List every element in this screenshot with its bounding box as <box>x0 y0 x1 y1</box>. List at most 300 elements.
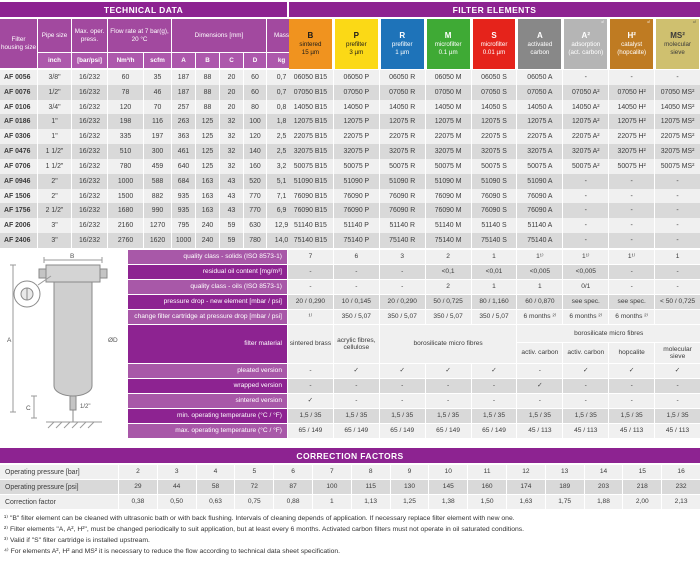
spec-value: 350 / 5,07 <box>472 310 517 324</box>
correction-value: 2,00 <box>623 495 661 509</box>
cell-element-code: - <box>609 203 654 218</box>
correction-value: 15 <box>623 465 661 479</box>
cell-element-code: 76090 A <box>517 203 562 218</box>
correction-value: 174 <box>507 480 545 494</box>
cell-element-code: 75140 R <box>380 233 425 248</box>
cell-element-code: - <box>563 233 608 248</box>
dim-d-label: ØD <box>108 337 118 344</box>
dim-a-label: A <box>7 337 12 344</box>
cell-housing-size: AF 0306 <box>0 129 37 144</box>
filter-element-header-R <box>381 19 424 69</box>
cell-tech-value: 32 <box>220 159 243 174</box>
cell-tech-value: 43 <box>220 189 243 204</box>
spec-value: 10 / 0,145 <box>334 295 379 309</box>
spec-row-label: sintered version <box>128 394 287 408</box>
cell-element-code: 75140 P <box>334 233 379 248</box>
footnote-text: For elements A², H² and MS² it is necessary to reduce the flow according to technical data sheet specification. <box>10 547 341 555</box>
cell-tech-value: 16/232 <box>72 218 107 233</box>
cell-element-code: 06050 P <box>334 70 379 85</box>
cell-tech-value: 2" <box>38 189 71 204</box>
cell-housing-size: AF 2006 <box>0 218 37 233</box>
cell-element-code: 50075 A <box>517 159 562 174</box>
spec-value: - <box>380 394 425 408</box>
subheader-barpsi: [bar/psi] <box>72 53 107 68</box>
cell-tech-value: 35 <box>144 70 171 85</box>
cell-tech-value: 588 <box>144 174 171 189</box>
cell-tech-value: 6,9 <box>267 203 296 218</box>
spec-value: 1,5 / 35 <box>563 409 608 423</box>
correction-value: 4 <box>197 465 235 479</box>
spec-value: 45 / 113 <box>609 424 654 438</box>
filter-element-letter: S <box>491 31 497 41</box>
cell-element-code: 50075 A² <box>563 159 608 174</box>
cell-tech-value: 520 <box>244 174 266 189</box>
cell-tech-value: 140 <box>244 144 266 159</box>
correction-row <box>0 480 700 494</box>
cell-tech-value: 198 <box>108 114 143 129</box>
cell-element-code: - <box>609 218 654 233</box>
cell-tech-value: 16/232 <box>72 233 107 248</box>
cell-element-code: 51090 P <box>334 174 379 189</box>
filter-element-header-P <box>335 19 378 69</box>
spec-value: 65 / 149 <box>334 424 379 438</box>
footnote-marker: ⁴⁾ <box>600 20 605 26</box>
correction-factors-banner: CORRECTION FACTORS <box>0 448 700 463</box>
correction-value: 12 <box>507 465 545 479</box>
filter-element-letter: M <box>444 31 452 41</box>
subheader-dim-a: A <box>172 53 195 68</box>
spec-value: 1 <box>655 250 700 264</box>
cell-element-code: 07050 B15 <box>288 85 333 100</box>
material-sub-value: activ. carbon <box>517 343 562 363</box>
footnote-marker: ⁴⁾ <box>692 20 696 26</box>
spec-row <box>128 280 700 294</box>
filter-element-desc: activated <box>527 41 553 49</box>
spec-row <box>128 310 700 324</box>
cell-element-code: - <box>655 189 700 204</box>
correction-value: 232 <box>662 480 700 494</box>
cell-tech-value: 1" <box>38 114 71 129</box>
spec-value: - <box>334 280 379 294</box>
cell-element-code: 14050 B15 <box>288 100 333 115</box>
cell-element-code: 32075 B15 <box>288 144 333 159</box>
spec-value: 6 months ²⁾ <box>609 310 654 324</box>
cell-tech-value: 125 <box>196 114 219 129</box>
footnote-line <box>4 515 696 523</box>
material-right-bottom <box>517 343 700 363</box>
spec-row-label: wrapped version <box>128 379 287 393</box>
cell-tech-value: 46 <box>144 85 171 100</box>
cell-tech-value: 257 <box>172 100 195 115</box>
filter-element-letter: MS² <box>670 31 685 41</box>
cell-element-code: 51140 A <box>517 218 562 233</box>
cell-element-code: - <box>609 174 654 189</box>
cell-tech-value: 1 1/2" <box>38 159 71 174</box>
cell-tech-value: 461 <box>172 144 195 159</box>
spec-value: see spec. <box>609 295 654 309</box>
col-header-flow: Flow rate at 7 bar(g), 20 °C <box>108 19 171 52</box>
cell-element-code: 14050 MS² <box>655 100 700 115</box>
spec-value: ✓ <box>563 364 608 378</box>
cell-element-code: 50075 R <box>380 159 425 174</box>
col-header-pipe: Pipe size <box>38 19 71 52</box>
cell-tech-value: 684 <box>172 174 195 189</box>
cell-tech-value: 1620 <box>144 233 171 248</box>
cell-tech-value: 2 1/2" <box>38 203 71 218</box>
correction-value: 1,25 <box>391 495 429 509</box>
cell-element-code: 07050 M <box>426 85 471 100</box>
cell-tech-value: 14,0 <box>267 233 296 248</box>
footnote-text: Filter elements "A, A², H²", must be changed periodically to suit application, but at least every 6 months. Activated carbon filters must not operate in oil saturated conditions. <box>9 525 525 533</box>
cell-element-code: 22075 R <box>380 129 425 144</box>
correction-value: 0,38 <box>119 495 157 509</box>
cell-element-code: 32075 P <box>334 144 379 159</box>
spec-value: 1,5 / 35 <box>472 409 517 423</box>
cell-tech-value: 300 <box>144 144 171 159</box>
cell-element-code: 12075 MS² <box>655 114 700 129</box>
cell-tech-value: 1,8 <box>267 114 296 129</box>
filter-element-letter: H² <box>627 31 636 41</box>
material-sub-value: activ. carbon <box>563 343 608 363</box>
spec-value: 2 <box>426 280 471 294</box>
spec-value: 45 / 113 <box>563 424 608 438</box>
filter-element-desc: microfilter <box>480 41 508 49</box>
spec-value: - <box>609 394 654 408</box>
cell-element-code: - <box>655 233 700 248</box>
correction-value: 0,88 <box>274 495 312 509</box>
correction-row <box>0 465 700 479</box>
spec-value: 45 / 113 <box>517 424 562 438</box>
cell-element-code: 51090 A <box>517 174 562 189</box>
spec-value: - <box>426 379 471 393</box>
dim-c-label: C <box>26 405 31 412</box>
subheader-dim-d: D <box>244 53 266 68</box>
material-b: sintered brass <box>288 325 333 363</box>
cell-tech-value: 100 <box>244 114 266 129</box>
correction-factors-body <box>0 465 700 510</box>
spec-value: - <box>288 379 333 393</box>
spec-value: - <box>334 394 379 408</box>
spec-value: 20 / 0,290 <box>288 295 333 309</box>
spec-value: 1,5 / 35 <box>380 409 425 423</box>
col-header-housing: Filter housing size <box>0 19 37 68</box>
cell-element-code: 76090 P <box>334 203 379 218</box>
material-right-block <box>517 325 700 363</box>
cell-element-code: 75140 S <box>472 233 517 248</box>
spec-value: - <box>655 265 700 279</box>
spec-value: ✓ <box>334 364 379 378</box>
cell-element-code: - <box>609 70 654 85</box>
correction-value: 44 <box>158 480 196 494</box>
spec-row-label: filter material <box>128 325 287 363</box>
spec-value: 7 <box>288 250 333 264</box>
cell-tech-value: 20 <box>220 70 243 85</box>
cell-tech-value: 3" <box>38 233 71 248</box>
cell-housing-size: AF 0706 <box>0 159 37 174</box>
cell-element-code: - <box>655 218 700 233</box>
footnote-marker: ³⁾ <box>4 536 8 544</box>
footnote-marker: ²⁾ <box>4 525 8 533</box>
correction-value: 3 <box>158 465 196 479</box>
spec-row-label: pleated version <box>128 364 287 378</box>
spec-value: 80 / 1,160 <box>472 295 517 309</box>
cell-element-code: - <box>563 70 608 85</box>
cell-tech-value: 59 <box>220 233 243 248</box>
spec-value: <0,005 <box>563 265 608 279</box>
subheader-dim-c: C <box>220 53 243 68</box>
cell-element-code: - <box>563 218 608 233</box>
cell-element-code: 07050 H² <box>609 85 654 100</box>
cell-tech-value: 120 <box>108 100 143 115</box>
spec-value: 6 <box>334 250 379 264</box>
cell-tech-value: 1/2" <box>38 85 71 100</box>
cell-element-code: 12075 B15 <box>288 114 333 129</box>
material-right-top: borosilicate micro fibres <box>517 325 700 342</box>
cell-tech-value: 2" <box>38 174 71 189</box>
spec-row-label: change filter cartridge at pressure drop [mbar / psi] <box>128 310 287 324</box>
filter-element-desc: (act. carbon) <box>568 49 604 56</box>
spec-value: 1,5 / 35 <box>334 409 379 423</box>
spec-value: 1,5 / 35 <box>655 409 700 423</box>
cell-tech-value: 88 <box>196 85 219 100</box>
filter-element-header-H² <box>610 19 653 69</box>
spec-value: - <box>517 364 562 378</box>
correction-row-label: Correction factor <box>0 495 118 509</box>
cell-element-code: - <box>655 174 700 189</box>
cell-element-code: 76090 R <box>380 203 425 218</box>
spec-value: 1¹⁾ <box>609 250 654 264</box>
spec-value: - <box>563 394 608 408</box>
cell-element-code: 12075 S <box>472 114 517 129</box>
cell-tech-value: 16/232 <box>72 85 107 100</box>
col-header-dimensions: Dimensions [mm] <box>172 19 266 52</box>
cell-element-code: 22075 S <box>472 129 517 144</box>
spec-row <box>128 424 700 438</box>
cell-element-code: 51090 R <box>380 174 425 189</box>
spec-value: 65 / 149 <box>472 424 517 438</box>
spec-value: 45 / 113 <box>655 424 700 438</box>
cell-tech-value: 163 <box>196 203 219 218</box>
cell-tech-value: 795 <box>172 218 195 233</box>
cell-element-code: 76090 B15 <box>288 189 333 204</box>
spec-value: - <box>288 364 333 378</box>
cell-element-code: 76090 R <box>380 189 425 204</box>
cell-tech-value: 2160 <box>108 218 143 233</box>
correction-value: 0,75 <box>235 495 273 509</box>
cell-element-code: 51140 R <box>380 218 425 233</box>
cell-element-code: 76090 M <box>426 203 471 218</box>
cell-tech-value: 70 <box>144 100 171 115</box>
cell-element-code: 14050 P <box>334 100 379 115</box>
cell-element-code: 12075 A <box>517 114 562 129</box>
cell-element-code: 12075 H² <box>609 114 654 129</box>
cell-element-code: 50075 MS² <box>655 159 700 174</box>
filter-element-header-B <box>289 19 332 69</box>
cell-tech-value: 1 1/2" <box>38 144 71 159</box>
cell-housing-size: AF 0476 <box>0 144 37 159</box>
cell-element-code: - <box>609 189 654 204</box>
material-sub-value: hopcalite <box>609 343 654 363</box>
correction-value: 0,50 <box>158 495 196 509</box>
correction-value: 1,88 <box>585 495 623 509</box>
cell-tech-value: 16/232 <box>72 174 107 189</box>
cell-tech-value: 3/8" <box>38 70 71 85</box>
subheader-inch: inch <box>38 53 71 68</box>
spec-row <box>128 394 700 408</box>
cell-tech-value: 780 <box>244 233 266 248</box>
cell-element-code: 75140 B15 <box>288 233 333 248</box>
cell-element-code: 07050 A <box>517 85 562 100</box>
cell-tech-value: 16/232 <box>72 159 107 174</box>
cell-housing-size: AF 1506 <box>0 189 37 204</box>
drain-size-label: 1/2" <box>80 404 91 410</box>
filter-element-header-S <box>473 19 516 69</box>
spec-value: - <box>380 265 425 279</box>
correction-value: 1,63 <box>507 495 545 509</box>
correction-value: 16 <box>662 465 700 479</box>
cell-element-code: 50075 P <box>334 159 379 174</box>
filter-element-desc: 0.01 µm <box>482 49 506 56</box>
spec-value: ✓ <box>517 379 562 393</box>
cell-tech-value: 3,2 <box>267 159 296 174</box>
spec-value <box>655 310 700 324</box>
cell-tech-value: 5,1 <box>267 174 296 189</box>
filter-element-letter: B <box>307 31 314 41</box>
cell-element-code: 76090 A <box>517 189 562 204</box>
cell-element-code: 75140 M <box>426 233 471 248</box>
cell-tech-value: 60 <box>244 70 266 85</box>
subheader-kg: kg <box>267 53 296 68</box>
spec-value: 1 <box>472 250 517 264</box>
spec-value: - <box>563 379 608 393</box>
filter-element-desc: 3 µm <box>349 49 364 56</box>
correction-value: 6 <box>274 465 312 479</box>
correction-value: 11 <box>468 465 506 479</box>
cell-tech-value: 7,1 <box>267 189 296 204</box>
cell-element-code: - <box>655 70 700 85</box>
spec-row <box>128 364 700 378</box>
spec-value: ¹⁾ <box>288 310 333 324</box>
cell-element-code: 32075 MS² <box>655 144 700 159</box>
correction-value: 13 <box>546 465 584 479</box>
cell-tech-value: 1500 <box>108 189 143 204</box>
filter-element-header-M <box>427 19 470 69</box>
filter-element-desc: (hopcalite) <box>617 49 647 56</box>
correction-row <box>0 495 700 509</box>
spec-row <box>128 250 700 264</box>
spec-row <box>128 409 700 423</box>
cell-tech-value: 125 <box>196 159 219 174</box>
cell-element-code: 06050 R <box>380 70 425 85</box>
spec-value: 1,5 / 35 <box>426 409 471 423</box>
correction-value: 1 <box>313 495 351 509</box>
filter-element-desc: 15 µm <box>301 49 320 56</box>
correction-value: 115 <box>352 480 390 494</box>
filter-element-letter: A <box>536 31 543 41</box>
cell-element-code: 76090 M <box>426 189 471 204</box>
cell-element-code: - <box>563 203 608 218</box>
correction-value: 7 <box>313 465 351 479</box>
spec-value: 3 <box>380 250 425 264</box>
cell-tech-value: 120 <box>244 129 266 144</box>
correction-value: 0,63 <box>197 495 235 509</box>
correction-value: 1,13 <box>352 495 390 509</box>
cell-tech-value: 187 <box>172 70 195 85</box>
correction-row-label: Operating pressure [bar] <box>0 465 118 479</box>
footnote-text: Valid if "S" filter cartridge is installed upstream. <box>9 536 150 544</box>
correction-value: 9 <box>391 465 429 479</box>
cell-tech-value: 60 <box>108 70 143 85</box>
cell-tech-value: 363 <box>172 129 195 144</box>
spec-value: ✓ <box>380 364 425 378</box>
cell-element-code: 07050 P <box>334 85 379 100</box>
cell-housing-size: AF 0186 <box>0 114 37 129</box>
cell-element-code: 22075 H² <box>609 129 654 144</box>
spec-value: - <box>609 379 654 393</box>
cell-tech-value: 1270 <box>144 218 171 233</box>
filter-element-desc: prefilter <box>391 41 413 49</box>
spec-value: <0,005 <box>517 265 562 279</box>
cell-element-code: 32075 A <box>517 144 562 159</box>
correction-value: 189 <box>546 480 584 494</box>
subheader-scfm: scfm <box>144 53 171 68</box>
cell-tech-value: 80 <box>244 100 266 115</box>
cell-element-code: 51140 S <box>472 218 517 233</box>
dim-b-label: B <box>70 253 75 260</box>
cell-tech-value: 163 <box>196 174 219 189</box>
spec-value: - <box>288 280 333 294</box>
spec-row <box>128 265 700 279</box>
cell-element-code: 12075 P <box>334 114 379 129</box>
correction-value: 218 <box>623 480 661 494</box>
cell-tech-value: 935 <box>172 189 195 204</box>
spec-value: - <box>334 265 379 279</box>
correction-value: 1,75 <box>546 495 584 509</box>
subheader-nm3h: Nm³/h <box>108 53 143 68</box>
spec-value: - <box>472 379 517 393</box>
cell-tech-value: 770 <box>244 203 266 218</box>
spec-row-label: residual oil content [mg/m³] <box>128 265 287 279</box>
filter-element-desc: prefilter <box>346 41 367 49</box>
cell-element-code: 76090 S <box>472 203 517 218</box>
cell-tech-value: 0,7 <box>267 70 296 85</box>
cell-tech-value: 78 <box>108 85 143 100</box>
cell-tech-value: 60 <box>244 85 266 100</box>
cell-element-code: 12075 M <box>426 114 471 129</box>
spec-value: - <box>517 394 562 408</box>
cell-tech-value: 88 <box>196 70 219 85</box>
spec-row <box>128 295 700 309</box>
cell-element-code: 22075 A² <box>563 129 608 144</box>
correction-value: 2,13 <box>662 495 700 509</box>
cell-element-code: 51140 B15 <box>288 218 333 233</box>
cell-element-code: 14050 H² <box>609 100 654 115</box>
filter-element-header-A <box>518 19 561 69</box>
cell-element-code: 51090 M <box>426 174 471 189</box>
cell-tech-value: 125 <box>196 129 219 144</box>
cell-housing-size: AF 0946 <box>0 174 37 189</box>
col-header-mass: Mass <box>267 19 296 52</box>
spec-value: 1 <box>472 280 517 294</box>
cell-tech-value: 1000 <box>172 233 195 248</box>
correction-value: 1,38 <box>429 495 467 509</box>
filter-element-desc: 1 µm <box>395 49 410 56</box>
spec-row-label: max. operating temperature (°C / °F) <box>128 424 287 438</box>
filter-material-row <box>128 325 700 363</box>
filter-element-desc: sintered <box>299 41 322 49</box>
cell-tech-value: 2,5 <box>267 129 296 144</box>
cell-tech-value: 32 <box>220 129 243 144</box>
